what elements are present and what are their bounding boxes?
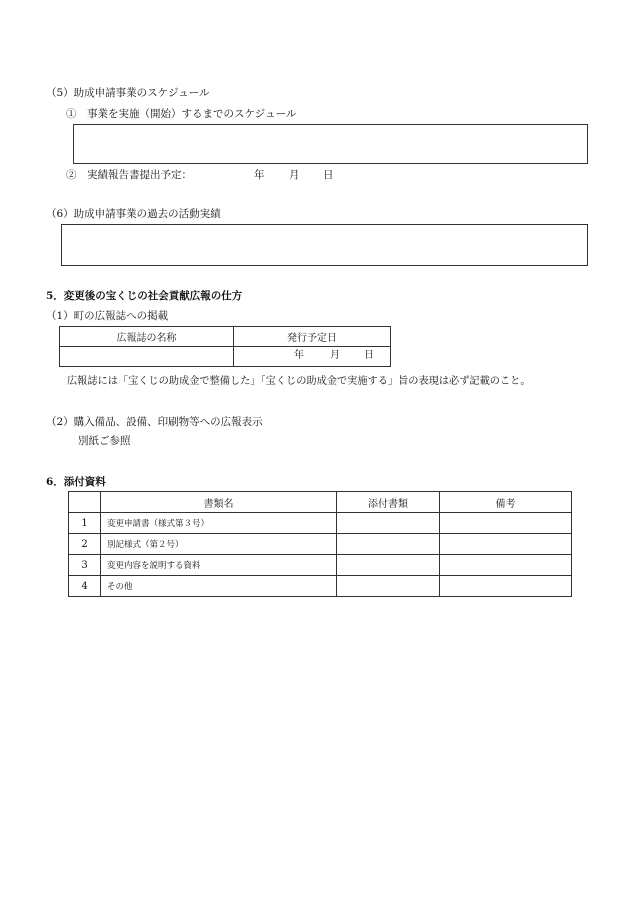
- row-number: 1: [69, 513, 101, 534]
- bulletin-header-date: 発行予定日: [234, 327, 391, 347]
- report-due-label: ② 実績報告書提出予定：: [66, 169, 192, 181]
- publicity-title: 5．変更後の宝くじの社会貢献広報の仕方: [46, 290, 243, 302]
- table-row: [69, 513, 572, 534]
- attachments-header-name: 書類名: [101, 492, 337, 513]
- table-row: [69, 534, 572, 555]
- attachments-header-no: [69, 492, 101, 513]
- bulletin-header-name: 広報誌の名称: [60, 327, 234, 347]
- attachments-header-attached: 添付書類: [337, 492, 440, 513]
- row-attached-cell[interactable]: [337, 534, 440, 555]
- row-number: 4: [69, 576, 101, 597]
- row-remarks-cell[interactable]: [440, 555, 572, 576]
- table-row: [69, 576, 572, 597]
- schedule-box[interactable]: [73, 124, 588, 164]
- row-document-name: 変更申請書（様式第３号）: [101, 513, 337, 534]
- bulletin-name-cell[interactable]: [60, 347, 234, 367]
- row-document-name: その他: [101, 576, 337, 597]
- attachments-title: 6．添付資料: [46, 476, 106, 488]
- row-attached-cell[interactable]: [337, 513, 440, 534]
- report-due-month: 月: [289, 169, 300, 181]
- row-document-name: 別記様式（第２号）: [101, 534, 337, 555]
- row-number: 2: [69, 534, 101, 555]
- schedule-heading: （5）助成申請事業のスケジュール: [46, 87, 210, 99]
- history-box[interactable]: [61, 224, 588, 266]
- attachments-header-row: [69, 492, 572, 513]
- row-remarks-cell[interactable]: [440, 513, 572, 534]
- bulletin-table: [59, 326, 391, 367]
- row-attached-cell[interactable]: [337, 576, 440, 597]
- attachments-table: [68, 491, 572, 597]
- row-attached-cell[interactable]: [337, 555, 440, 576]
- publicity-sub2: （2）購入備品、設備、印刷物等への広報表示: [46, 416, 263, 428]
- row-remarks-cell[interactable]: [440, 576, 572, 597]
- publicity-sub2-text: 別紙ご参照: [78, 435, 131, 447]
- publicity-sub1: （1）町の広報誌への掲載: [46, 310, 169, 322]
- publicity-note: 広報誌には「宝くじの助成金で整備した」「宝くじの助成金で実施する」旨の表現は必ず記載のこと。: [67, 376, 531, 387]
- table-row: [69, 555, 572, 576]
- report-due-day: 日: [323, 169, 334, 181]
- history-heading: （6）助成申請事業の過去の活動実績: [46, 208, 221, 220]
- bulletin-date-year: 年: [294, 350, 304, 361]
- bulletin-date-cell[interactable]: [234, 347, 391, 367]
- row-remarks-cell[interactable]: [440, 534, 572, 555]
- row-number: 3: [69, 555, 101, 576]
- schedule-item-1: ① 事業を実施（開始）するまでのスケジュール: [66, 108, 297, 120]
- bulletin-date-month: 月: [330, 350, 340, 361]
- row-document-name: 変更内容を説明する資料: [101, 555, 337, 576]
- report-due-year: 年: [254, 169, 265, 181]
- attachments-header-remarks: 備考: [440, 492, 572, 513]
- bulletin-date-day: 日: [364, 350, 374, 361]
